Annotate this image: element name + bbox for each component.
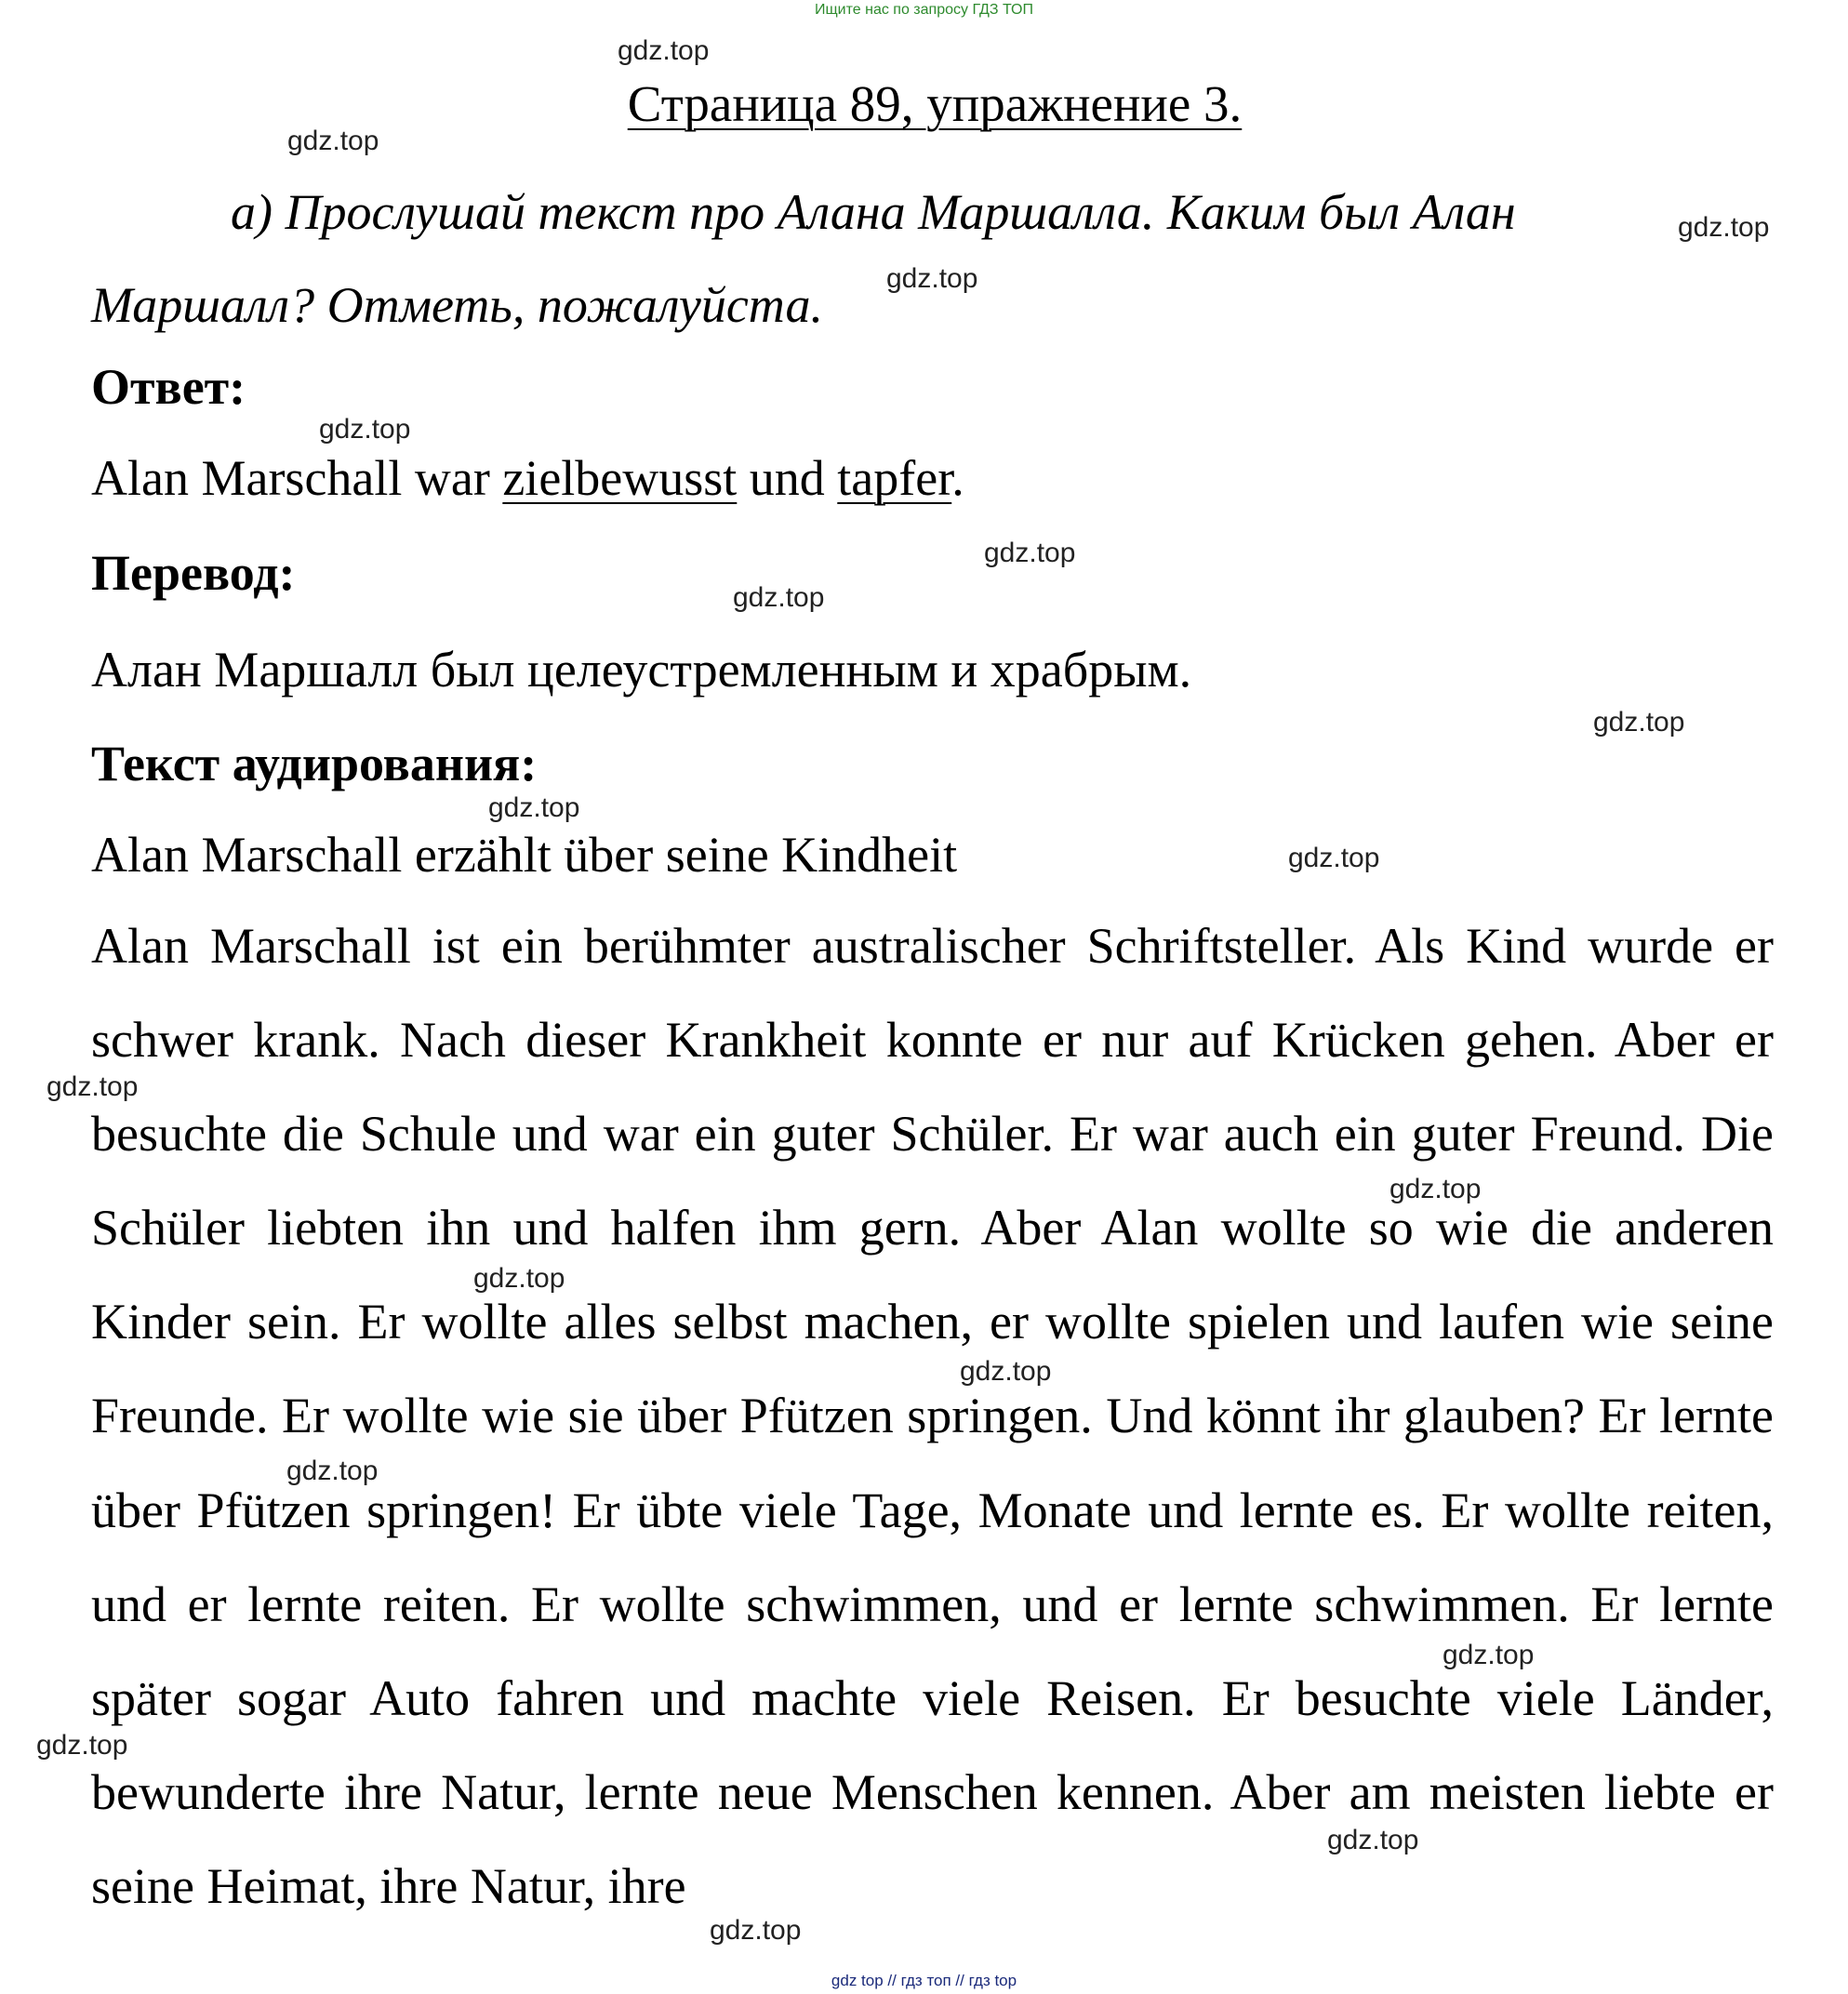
answer-part-1: Alan Marschall war xyxy=(91,450,503,506)
watermark: gdz.top xyxy=(1389,1174,1482,1204)
watermark: gdz.top xyxy=(319,414,411,445)
watermark: gdz.top xyxy=(287,126,379,156)
page-title: Страница 89, упражнение 3. xyxy=(627,75,1243,132)
footer-links[interactable]: gdz top // гдз топ // гдз top xyxy=(831,1972,1017,1989)
translation-text: Алан Маршалл был целеустремленным и храбрым. xyxy=(91,642,1192,698)
watermark: gdz.top xyxy=(473,1263,565,1294)
watermark: gdz.top xyxy=(886,263,978,294)
watermark: gdz.top xyxy=(1327,1825,1419,1855)
answer-line xyxy=(91,449,964,507)
watermark: gdz.top xyxy=(733,582,825,613)
listening-text: Alan Marschall ist ein berühmter australischer Schriftsteller. Als Kind wurde er schwer krank. Nach dieser Krankheit konnte er nur auf Krücken gehen. Aber er besuchte die Schule und war ein guter Schüler. Er war auch ein guter Freund. Die Schüler liebten ihn und halfen ihm gern. Aber Alan wollte so wie die anderen Kinder sein. Er wollte alles selbst machen, er wollte spielen und laufen wie seine Freunde. Er wollte wie sie über Pfützen springen. Und könnt ihr glauben? Er lernte über Pfützen springen! Er übte viele Tage, Monate und lernte es. Er wollte reiten, und er lernte reiten. Er wollte schwimmen, und er lernte schwimmen. Er lernte später sogar Auto fahren und machte viele Reisen. Er besuchte viele Länder, bewunderte ihre Natur, lernte neue Menschen kennen. Aber am meisten liebte er seine Heimat, ihre Natur, ihre xyxy=(91,918,1774,1914)
answer-word-1: zielbewusst xyxy=(502,450,738,506)
listening-subtitle: Alan Marschall erzählt über seine Kindheit xyxy=(91,827,958,883)
top-banner[interactable]: Ищите нас по запросу ГДЗ ТОП xyxy=(815,2,1033,18)
watermark: gdz.top xyxy=(960,1356,1052,1387)
watermark: gdz.top xyxy=(1593,707,1685,738)
answer-heading: Ответ: xyxy=(91,359,246,415)
task-text: а) Прослушай текст про Алана Маршалла. Каким был Алан Маршалл? Отметь, пожалуйста. xyxy=(91,184,1516,333)
watermark: gdz.top xyxy=(47,1071,139,1102)
watermark: gdz.top xyxy=(1443,1640,1535,1670)
translation-heading: Перевод: xyxy=(91,545,296,601)
answer-part-2: und xyxy=(737,450,838,506)
watermark: gdz.top xyxy=(710,1915,802,1946)
answer-word-2: tapfer xyxy=(837,450,952,506)
watermark: gdz.top xyxy=(36,1730,128,1761)
watermark: gdz.top xyxy=(618,35,710,66)
watermark: gdz.top xyxy=(286,1456,379,1486)
watermark: gdz.top xyxy=(984,538,1076,568)
watermark: gdz.top xyxy=(1288,843,1380,873)
watermark: gdz.top xyxy=(1678,212,1770,243)
listening-heading: Текст аудирования: xyxy=(91,736,538,791)
answer-part-3: . xyxy=(951,450,964,506)
watermark: gdz.top xyxy=(488,792,580,823)
